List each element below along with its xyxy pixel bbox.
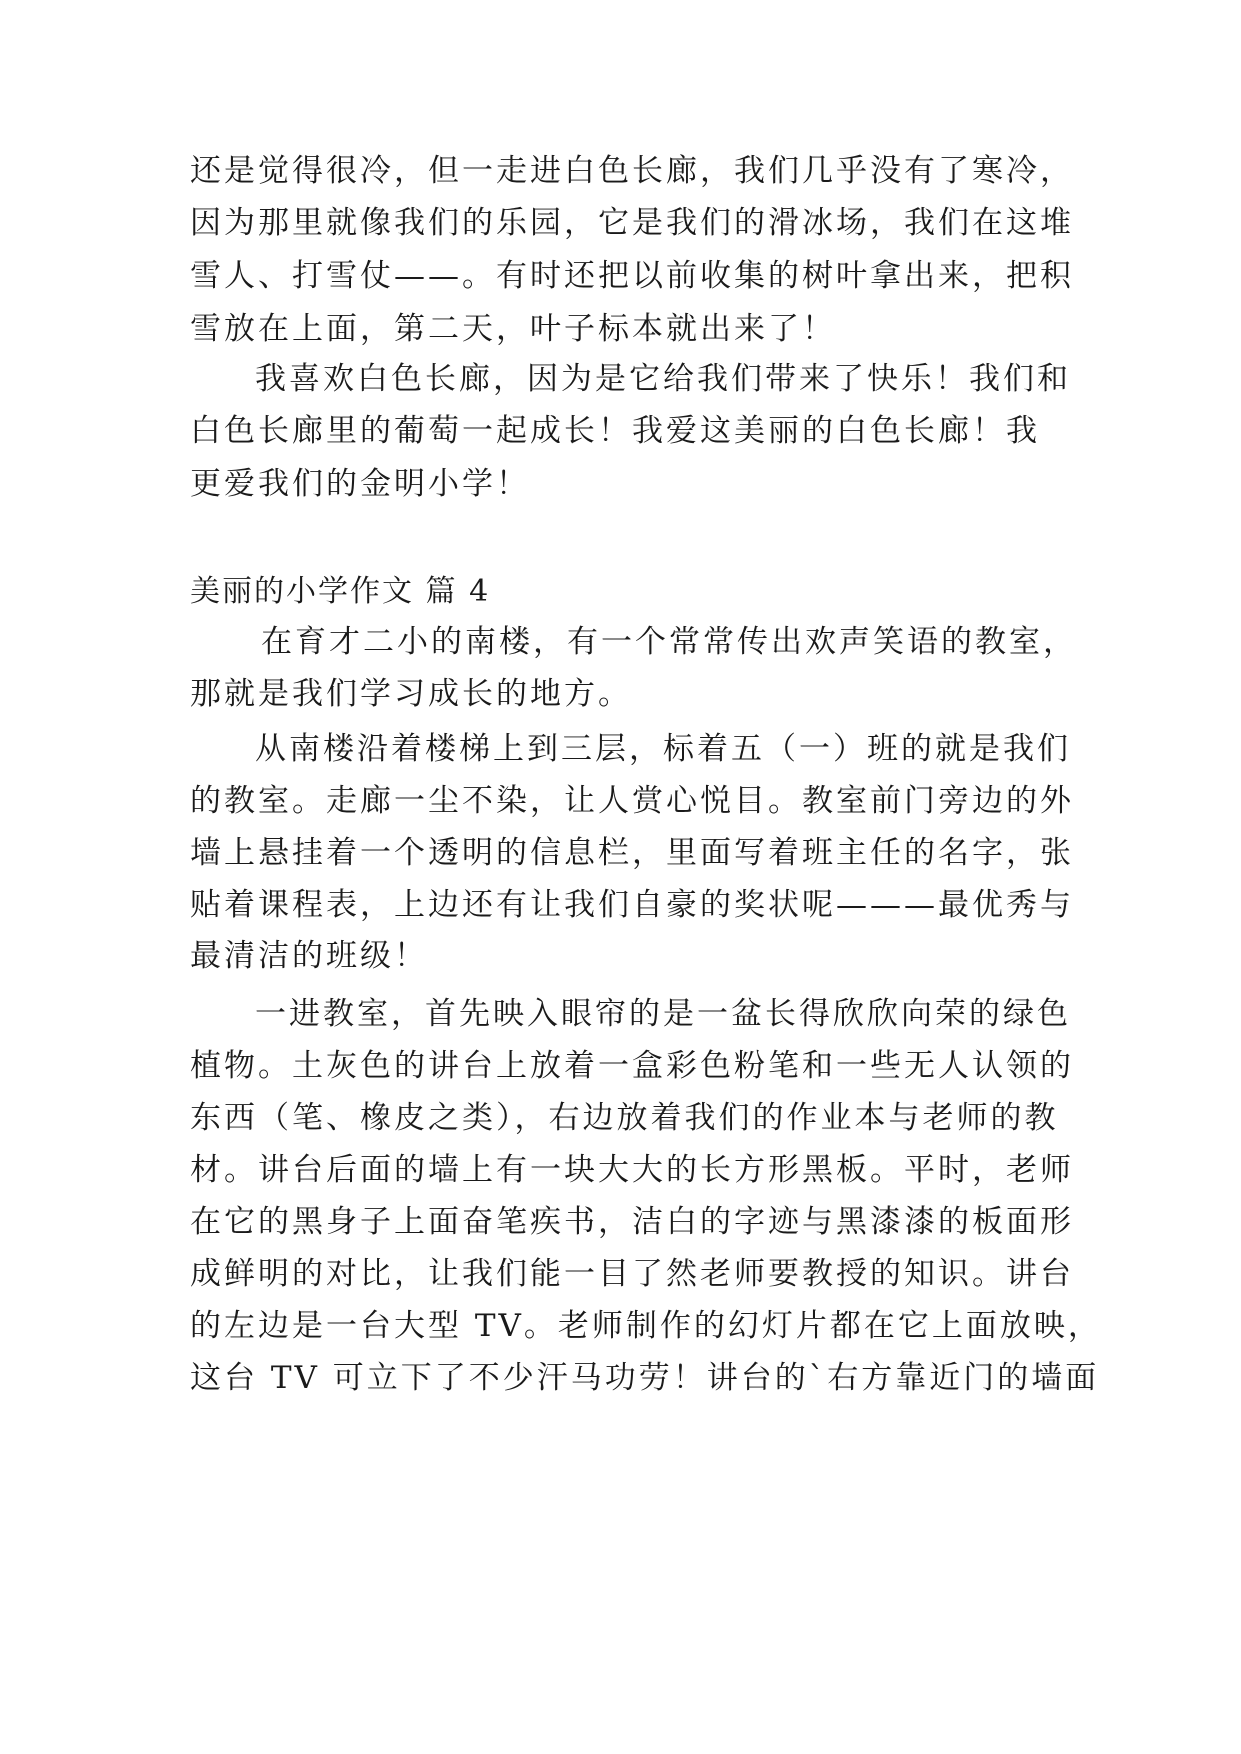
text-line: 材。讲台后面的墙上有一块大大的长方形黑板。平时，老师	[190, 1152, 1074, 1188]
text-line: 更爱我们的金明小学！	[190, 466, 530, 502]
text-line: 那就是我们学习成长的地方。	[190, 676, 632, 712]
text-line: 贴着课程表，上边还有让我们自豪的奖状呢———最优秀与	[190, 887, 1074, 923]
section-heading: 美丽的小学作文 篇 4	[190, 574, 491, 609]
text-line: 从南楼沿着楼梯上到三层，标着五（一）班的就是我们	[255, 731, 1071, 767]
text-line: 的左边是一台大型 TV。老师制作的幻灯片都在它上面放映，	[190, 1308, 1102, 1344]
text-line: 雪放在上面，第二天，叶子标本就出来了！	[190, 311, 836, 347]
text-line: 这台 TV 可立下了不少汗马功劳！讲台的`右方靠近门的墙面	[190, 1360, 1100, 1396]
text-line: 的教室。走廊一尘不染，让人赏心悦目。教室前门旁边的外	[190, 783, 1074, 819]
text-line: 在育才二小的南楼，有一个常常传出欢声笑语的教室，	[261, 624, 1077, 660]
text-line: 还是觉得很冷，但一走进白色长廊，我们几乎没有了寒冷，	[190, 153, 1074, 189]
text-line: 雪人、打雪仗——。有时还把以前收集的树叶拿出来，把积	[190, 258, 1074, 294]
text-line: 植物。土灰色的讲台上放着一盒彩色粉笔和一些无人认领的	[190, 1048, 1074, 1084]
text-line: 最清洁的班级！	[190, 938, 428, 974]
text-line: 白色长廊里的葡萄一起成长！我爱这美丽的白色长廊！我	[190, 413, 1040, 449]
text-line: 东西（笔、橡皮之类），右边放着我们的作业本与老师的教	[190, 1100, 1059, 1136]
text-line: 在它的黑身子上面奋笔疾书，洁白的字迹与黑漆漆的板面形	[190, 1204, 1074, 1240]
text-line: 墙上悬挂着一个透明的信息栏，里面写着班主任的名字，张	[190, 835, 1074, 871]
text-line: 因为那里就像我们的乐园，它是我们的滑冰场，我们在这堆	[190, 205, 1074, 241]
text-line: 成鲜明的对比，让我们能一目了然老师要教授的知识。讲台	[190, 1256, 1074, 1292]
text-line: 我喜欢白色长廊，因为是它给我们带来了快乐！我们和	[255, 361, 1071, 397]
text-line: 一进教室，首先映入眼帘的是一盆长得欣欣向荣的绿色	[255, 996, 1071, 1032]
